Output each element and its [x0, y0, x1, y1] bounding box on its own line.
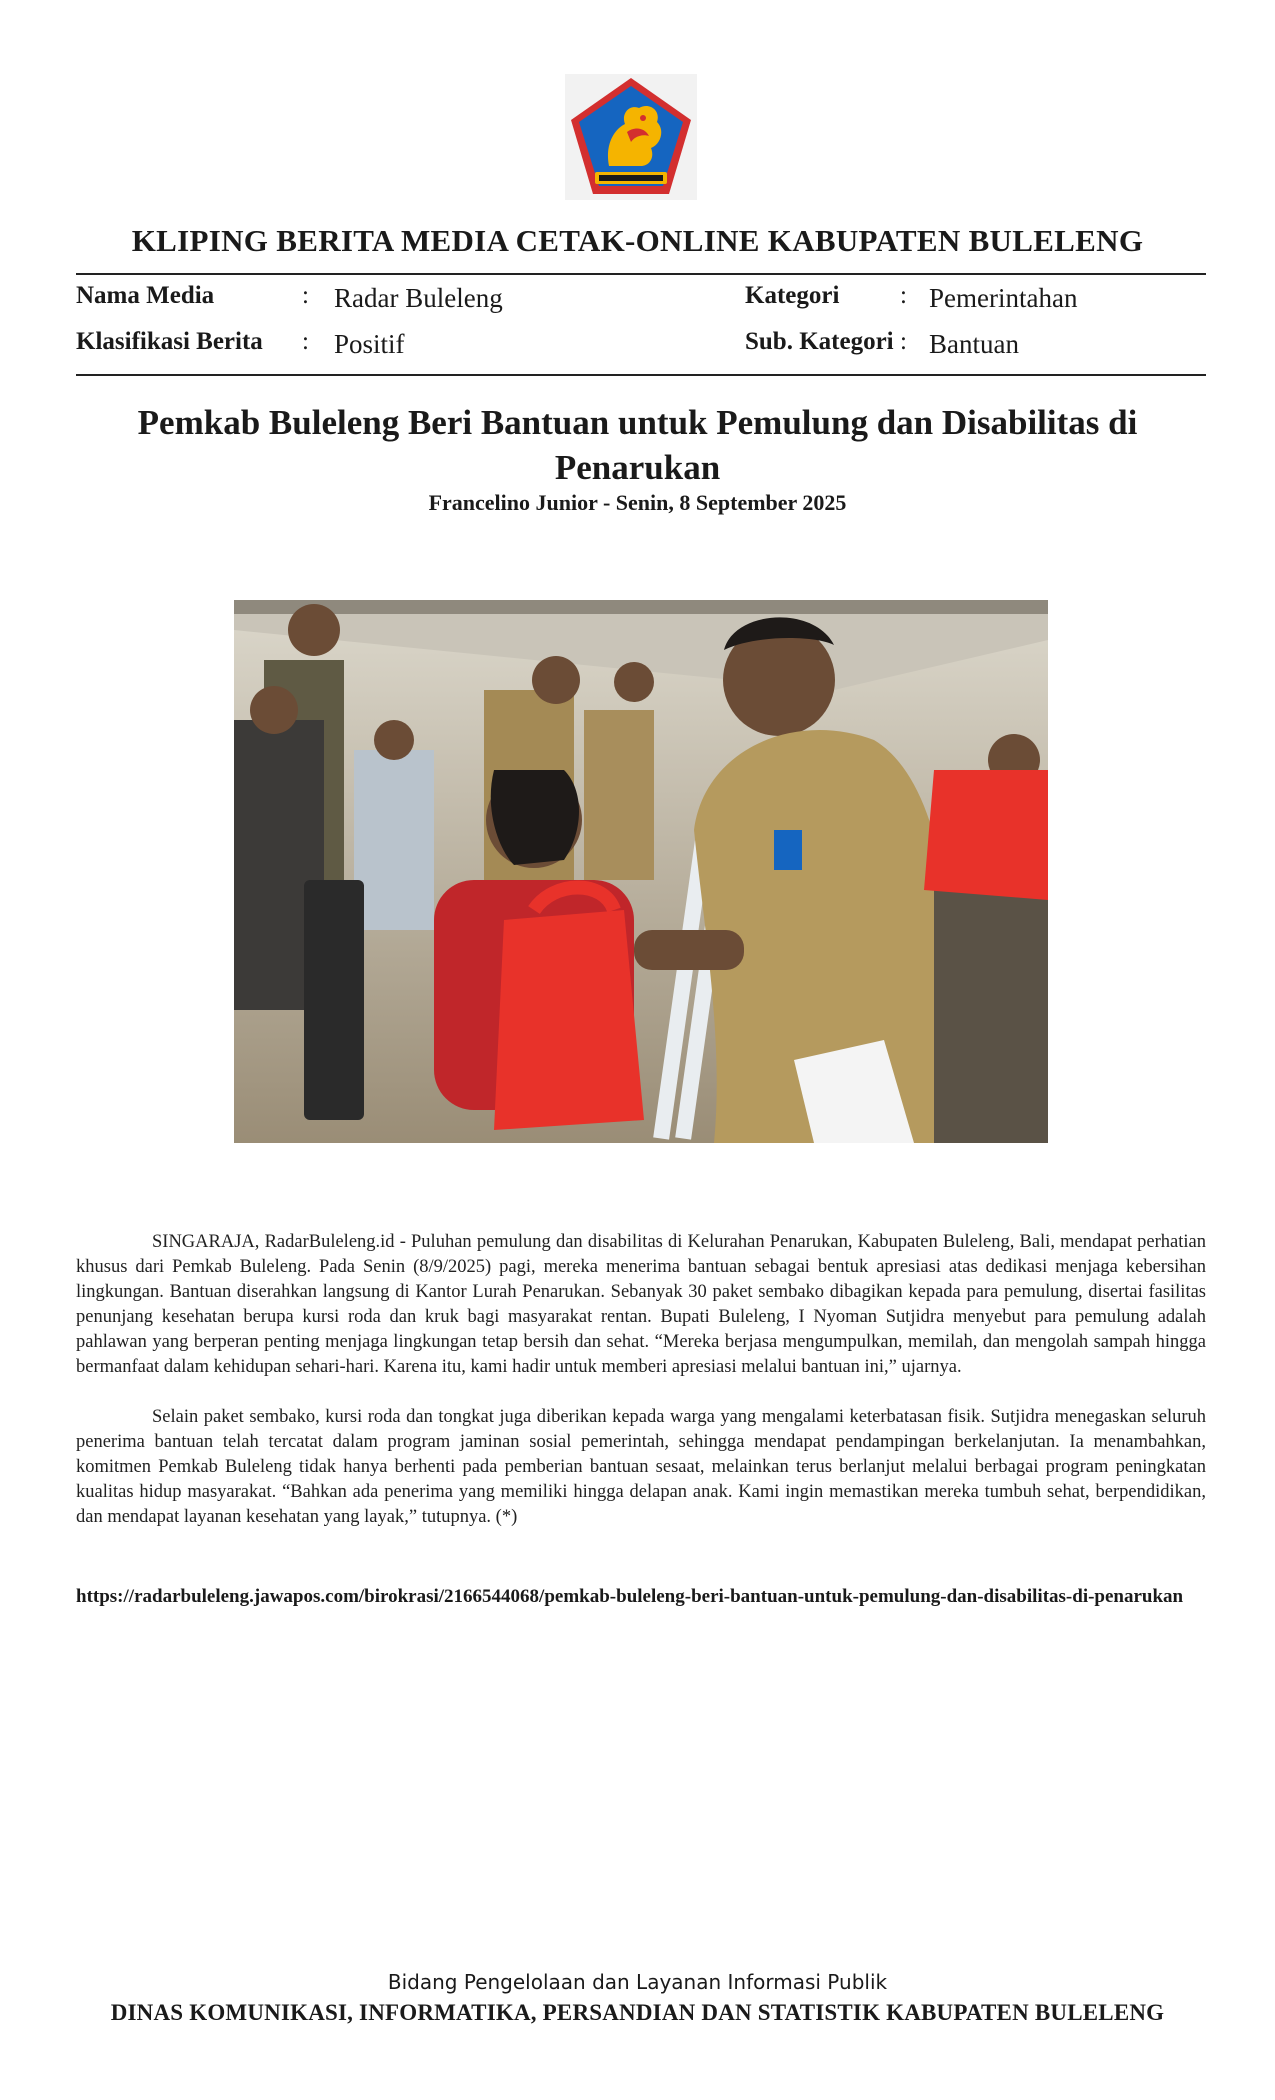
article-photo: [234, 600, 1048, 1143]
media-value: Radar Buleleng: [334, 283, 503, 313]
article-paragraph-1: SINGARAJA, RadarBuleleng.id - Puluhan pemulung dan disabilitas di Kelurahan Penarukan, Kabupaten Buleleng, Bali, mendapat perhatian khusus dari Pemkab Buleleng. Pada Senin (8/9/2025) pagi, mereka menerima bantuan sebagai bentuk apresiasi atas dedikasi menjaga kebersihan lingkungan. Bantuan diserahkan langsung di Kantor Lurah Penarukan. Sebanyak 30 paket sembako dibagikan kepada para pemulung, disertai fasilitas penunjang kesehatan berupa kursi roda dan kruk bagi masyarakat rentan. Bupati Buleleng, I Nyoman Sutjidra menyebut para pemulung adalah pahlawan yang berperan penting menjaga lingkungan tetap bersih dan sehat. “Mereka berjasa mengumpulkan, memilah, dan mengolah sampah hingga bermanfaat dalam kehidupan sehari-hari. Karena itu, kami hadir untuk memberi apresiasi melalui bantuan ini,” ujarnya.: [76, 1232, 1206, 1377]
media-colon: :: [302, 282, 309, 309]
media-label: Nama Media: [76, 282, 215, 309]
kategori-label: Kategori: [745, 282, 840, 309]
footer-subtitle: Bidang Pengelolaan dan Layanan Informasi Publik: [387, 1970, 888, 1994]
article-byline: Francelino Junior - Senin, 8 September 2025: [428, 490, 847, 515]
klasifikasi-label: Klasifikasi Berita: [76, 328, 263, 355]
bottom-divider: [76, 374, 1206, 376]
photo-illustration: [234, 600, 1048, 1143]
article-title: Pemkab Buleleng Beri Bantuan untuk Pemulung dan Disabilitas di Penarukan: [137, 403, 1138, 487]
buleleng-logo: [565, 74, 697, 200]
kategori-colon: :: [900, 282, 907, 309]
footer-agency: DINAS KOMUNIKASI, INFORMATIKA, PERSANDIAN DAN STATISTIK KABUPATEN BULELENG: [110, 2000, 1165, 2025]
subkategori-label: Sub. Kategori: [745, 328, 894, 355]
page-title: KLIPING BERITA MEDIA CETAK-ONLINE KABUPATEN BULELENG: [131, 223, 1144, 258]
article-body: [76, 1230, 1206, 1555]
top-divider: [76, 273, 1206, 275]
klasifikasi-colon: :: [302, 328, 309, 355]
klasifikasi-value: Positif: [334, 329, 405, 359]
source-link[interactable]: https://radarbuleleng.jawapos.com/birokrasi/2166544068/pemkab-buleleng-beri-bantuan-untuk-pemulung-dan-disabilitas-di-penarukan: [76, 1586, 1184, 1607]
subkategori-value: Bantuan: [929, 329, 1019, 359]
article-paragraph-2: Selain paket sembako, kursi roda dan tongkat juga diberikan kepada warga yang mengalami keterbatasan fisik. Sutjidra menegaskan seluruh penerima bantuan telah tercatat dalam program jaminan sosial pemerintah, sehingga mendapat pendampingan berkelanjutan. Ia menambahkan, komitmen Pemkab Buleleng tidak hanya berhenti pada pemberian bantuan sesaat, melainkan terus berlanjut melalui berbagai program peningkatan kualitas hidup masyarakat. “Bahkan ada penerima yang memiliki hingga delapan anak. Kami ingin memastikan mereka tumbuh sehat, berpendidikan, dan mendapat layanan kesehatan yang layak,” tutupnya. (*): [76, 1407, 1206, 1527]
kategori-value: Pemerintahan: [929, 283, 1078, 313]
subkategori-colon: :: [900, 328, 907, 355]
buleleng-singa-ambara-raja-emblem-icon: [565, 74, 697, 200]
